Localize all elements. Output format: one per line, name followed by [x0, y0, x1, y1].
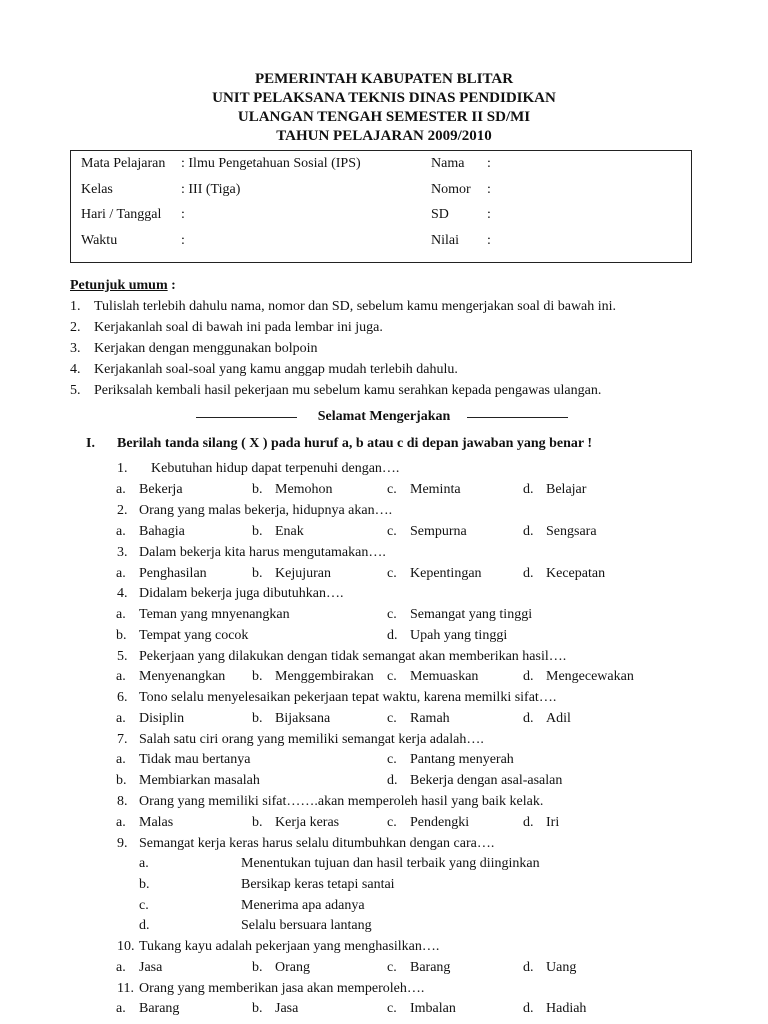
- option-c: Sempurna: [410, 524, 467, 539]
- option-letter: d.: [139, 918, 150, 933]
- instruction-number: 1.: [70, 299, 81, 314]
- option-a: Tidak mau bertanya: [139, 752, 251, 767]
- option-a: Jasa: [139, 960, 163, 975]
- option-letter: d.: [523, 566, 534, 581]
- option-c: Memuaskan: [410, 669, 479, 684]
- option-b: Kerja keras: [275, 815, 340, 830]
- option-c: Meminta: [410, 482, 461, 497]
- identity-row-date: [71, 207, 691, 227]
- question-text: Orang yang memiliki sifat…….akan memperoleh hasil yang baik kelak.: [139, 794, 544, 809]
- question-number: 3.: [117, 545, 128, 560]
- option-letter: b.: [252, 524, 263, 539]
- instructions-list: [70, 299, 710, 404]
- option-letter: c.: [387, 960, 397, 975]
- option-d: Uang: [546, 960, 577, 975]
- option-letter: a.: [116, 960, 126, 975]
- good-luck-banner: Selamat Mengerjakan: [317, 409, 451, 424]
- student-identity-box: [70, 150, 692, 263]
- option-b: Orang: [275, 960, 310, 975]
- header-line-exam: ULANGAN TENGAH SEMESTER II SD/MI: [237, 109, 531, 125]
- name-field: :: [487, 156, 491, 171]
- option-d: Iri: [546, 815, 560, 830]
- option-letter: c.: [387, 524, 397, 539]
- score-field: :: [487, 233, 491, 248]
- option-letter: b.: [252, 669, 263, 684]
- option-letter: b.: [252, 815, 263, 830]
- option-b: Memohon: [275, 482, 333, 497]
- subject-value: : Ilmu Pengetahuan Sosial (IPS): [181, 156, 361, 171]
- option-d: Sengsara: [546, 524, 597, 539]
- option-a: Menentukan tujuan dan hasil terbaik yang diinginkan: [241, 856, 540, 871]
- question-text: Pekerjaan yang dilakukan dengan tidak semangat akan memberikan hasil….: [139, 649, 567, 664]
- option-letter: d.: [523, 669, 534, 684]
- option-c: Imbalan: [410, 1001, 456, 1016]
- option-b: Bijaksana: [275, 711, 331, 726]
- option-letter: a.: [139, 856, 149, 871]
- option-c: Barang: [410, 960, 451, 975]
- question-number: 10.: [117, 939, 135, 954]
- option-letter: a.: [116, 815, 126, 830]
- option-c: Ramah: [410, 711, 450, 726]
- header-line-year: TAHUN PELAJARAN 2009/2010: [276, 128, 492, 144]
- question-number: 4.: [117, 586, 128, 601]
- instruction-item: [70, 341, 710, 362]
- option-letter: a.: [116, 482, 126, 497]
- question-text: Orang yang memberikan jasa akan memperoleh….: [139, 981, 425, 996]
- option-letter: d.: [387, 773, 398, 788]
- question-number: 7.: [117, 732, 128, 747]
- option-c: Pantang menyerah: [410, 752, 514, 767]
- time-label: Waktu: [81, 233, 118, 248]
- option-a: Bahagia: [139, 524, 185, 539]
- question-text: Kebutuhan hidup dapat terpenuhi dengan….: [151, 461, 400, 476]
- instructions-colon: :: [167, 278, 176, 293]
- option-letter: d.: [523, 815, 534, 830]
- option-d: Adil: [546, 711, 571, 726]
- option-c: Menerima apa adanya: [241, 898, 365, 913]
- question-number: 9.: [117, 836, 128, 851]
- instruction-number: 2.: [70, 320, 81, 335]
- option-letter: b.: [252, 482, 263, 497]
- option-a: Menyenangkan: [139, 669, 226, 684]
- option-letter: c.: [387, 482, 397, 497]
- date-field: :: [181, 207, 185, 222]
- option-letter: a.: [116, 711, 126, 726]
- option-letter: c.: [387, 566, 397, 581]
- identity-row-subject: [71, 156, 691, 176]
- instruction-item: [70, 320, 710, 341]
- instruction-item: [70, 299, 710, 320]
- option-b: Bersikap keras tetapi santai: [241, 877, 395, 892]
- question-text: Dalam bekerja kita harus mengutamakan….: [139, 545, 386, 560]
- time-field: :: [181, 233, 185, 248]
- option-letter: c.: [387, 752, 397, 767]
- instruction-text: Periksalah kembali hasil pekerjaan mu sebelum kamu serahkan kepada pengawas ulangan.: [94, 383, 602, 398]
- option-letter: c.: [387, 1001, 397, 1016]
- question-number: 1.: [117, 461, 128, 476]
- option-letter: b.: [116, 628, 127, 643]
- option-letter: a.: [116, 752, 126, 767]
- option-d: Selalu bersuara lantang: [241, 918, 372, 933]
- school-label: SD: [431, 207, 449, 222]
- option-b: Membiarkan masalah: [139, 773, 260, 788]
- question-text: Didalam bekerja juga dibutuhkan….: [139, 586, 344, 601]
- identity-row-class: [71, 182, 691, 202]
- option-b: Menggembirakan: [275, 669, 374, 684]
- option-d: Belajar: [546, 482, 587, 497]
- option-b: Enak: [275, 524, 304, 539]
- option-a: Penghasilan: [139, 566, 207, 581]
- question-text: Tono selalu menyelesaikan pekerjaan tepat waktu, karena memilki sifat….: [139, 690, 557, 705]
- header-line-unit: UNIT PELAKSANA TEKNIS DINAS PENDIDIKAN: [212, 90, 556, 106]
- question-number: 11.: [117, 981, 134, 996]
- option-letter: d.: [523, 482, 534, 497]
- document-header: [0, 70, 768, 146]
- option-c: Pendengki: [410, 815, 470, 830]
- instruction-text: Kerjakanlah soal-soal yang kamu anggap mudah terlebih dahulu.: [94, 362, 458, 377]
- option-a: Barang: [139, 1001, 180, 1016]
- option-letter: b.: [252, 711, 263, 726]
- class-label: Kelas: [81, 182, 113, 197]
- option-letter: d.: [523, 524, 534, 539]
- question-number: 6.: [117, 690, 128, 705]
- option-b: Jasa: [275, 1001, 299, 1016]
- question-text: Semangat kerja keras harus selalu ditumbuhkan dengan cara….: [139, 836, 495, 851]
- instruction-item: [70, 383, 710, 404]
- question-number: 8.: [117, 794, 128, 809]
- option-c: Kepentingan: [410, 566, 482, 581]
- school-field: :: [487, 207, 491, 222]
- option-letter: a.: [116, 524, 126, 539]
- option-letter: b.: [252, 566, 263, 581]
- instruction-number: 5.: [70, 383, 81, 398]
- class-value: : III (Tiga): [181, 182, 241, 197]
- option-a: Malas: [139, 815, 174, 830]
- option-letter: a.: [116, 566, 126, 581]
- section-title: Berilah tanda silang ( X ) pada huruf a, b atau c di depan jawaban yang benar !: [117, 436, 593, 451]
- question-number: 5.: [117, 649, 128, 664]
- option-letter: a.: [116, 1001, 126, 1016]
- option-a: Teman yang mnyenangkan: [139, 607, 290, 622]
- instruction-number: 3.: [70, 341, 81, 356]
- instructions-heading: [70, 278, 176, 294]
- option-a: Disiplin: [139, 711, 185, 726]
- question-text: Orang yang malas bekerja, hidupnya akan….: [139, 503, 393, 518]
- option-d: Bekerja dengan asal-asalan: [410, 773, 563, 788]
- option-letter: a.: [116, 607, 126, 622]
- number-field: :: [487, 182, 491, 197]
- option-letter: b.: [139, 877, 150, 892]
- option-c: Semangat yang tinggi: [410, 607, 533, 622]
- question-number: 2.: [117, 503, 128, 518]
- identity-row-time: [71, 233, 691, 253]
- date-label: Hari / Tanggal: [81, 207, 162, 222]
- option-letter: d.: [387, 628, 398, 643]
- option-letter: b.: [252, 960, 263, 975]
- option-letter: d.: [523, 711, 534, 726]
- question-text: Salah satu ciri orang yang memiliki semangat kerja adalah….: [139, 732, 484, 747]
- instruction-item: [70, 362, 710, 383]
- option-letter: c.: [139, 898, 149, 913]
- number-label: Nomor: [431, 182, 471, 197]
- option-letter: c.: [387, 815, 397, 830]
- option-d: Upah yang tinggi: [410, 628, 508, 643]
- subject-label: Mata Pelajaran: [81, 156, 166, 171]
- option-letter: b.: [116, 773, 127, 788]
- option-letter: d.: [523, 1001, 534, 1016]
- option-letter: d.: [523, 960, 534, 975]
- name-label: Nama: [431, 156, 465, 171]
- instruction-text: Tulislah terlebih dahulu nama, nomor dan SD, sebelum kamu mengerjakan soal di bawah ini.: [94, 299, 617, 314]
- option-letter: c.: [387, 607, 397, 622]
- option-letter: c.: [387, 669, 397, 684]
- option-letter: a.: [116, 669, 126, 684]
- option-letter: c.: [387, 711, 397, 726]
- divider-right: [467, 417, 568, 418]
- header-line-government: PEMERINTAH KABUPATEN BLITAR: [254, 71, 514, 87]
- instruction-number: 4.: [70, 362, 81, 377]
- option-b: Kejujuran: [275, 566, 331, 581]
- option-d: Hadiah: [546, 1001, 587, 1016]
- instructions-title: Petunjuk umum: [70, 278, 168, 293]
- option-a: Bekerja: [139, 482, 183, 497]
- instruction-text: Kerjakanlah soal di bawah ini pada lembar ini juga.: [94, 320, 383, 335]
- option-letter: b.: [252, 1001, 263, 1016]
- option-d: Kecepatan: [546, 566, 606, 581]
- instruction-text: Kerjakan dengan menggunakan bolpoin: [94, 341, 318, 356]
- option-d: Mengecewakan: [546, 669, 634, 684]
- section-number: I.: [86, 436, 95, 451]
- question-text: Tukang kayu adalah pekerjaan yang menghasilkan….: [139, 939, 440, 954]
- option-b: Tempat yang cocok: [139, 628, 249, 643]
- score-label: Nilai: [431, 233, 459, 248]
